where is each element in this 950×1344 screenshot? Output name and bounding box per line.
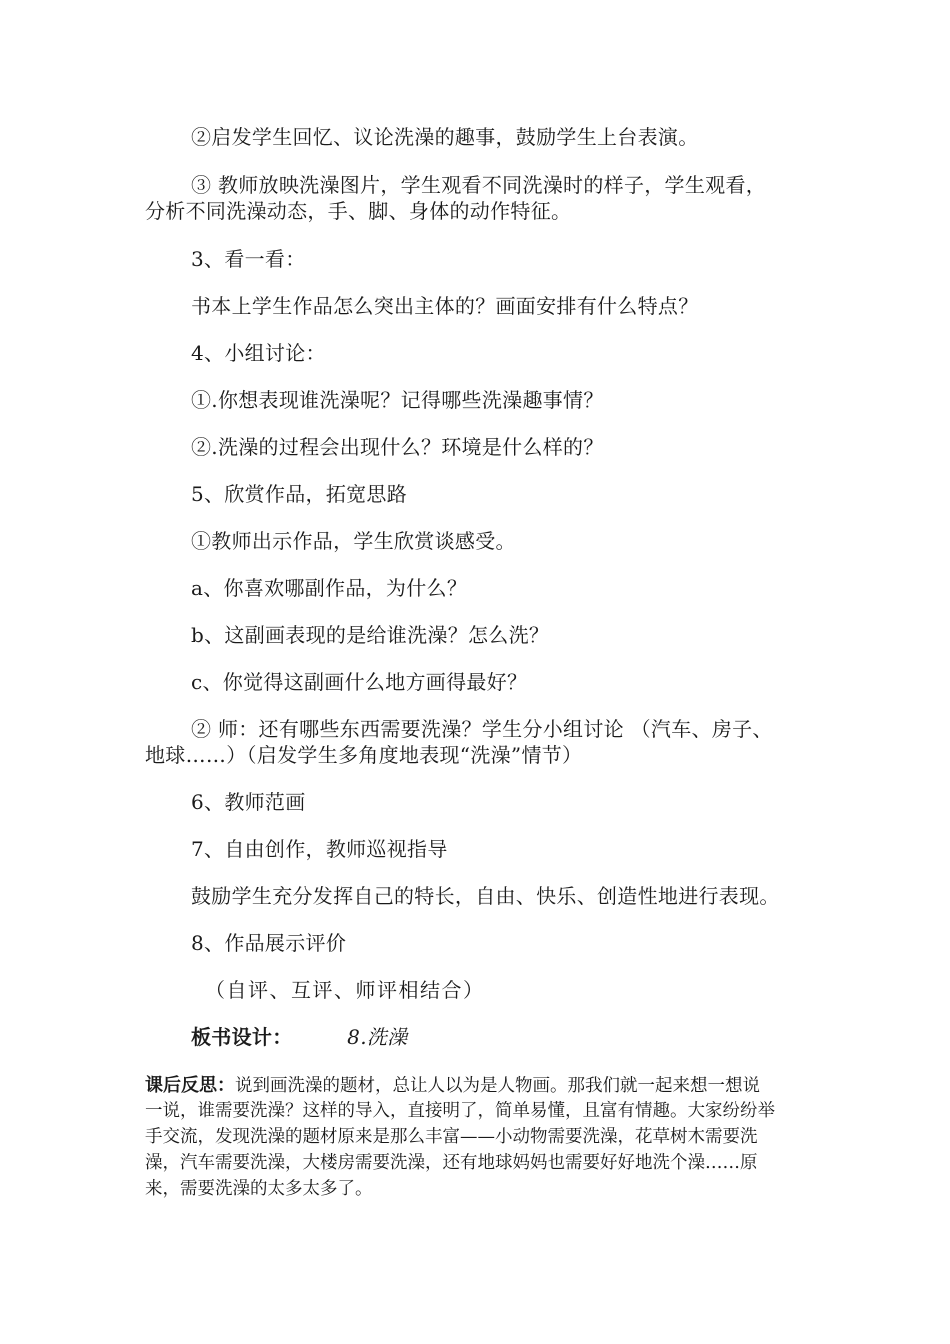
board-design-title: 8.洗澡 bbox=[347, 1025, 408, 1049]
paragraph-teacher-question-line1: ② 师：还有哪些东西需要洗澡？学生分小组讨论 （汽车、房子、 bbox=[191, 717, 773, 741]
heading-teacher-demo: 6、教师范画 bbox=[191, 790, 306, 814]
paragraph-encourage-students: 鼓励学生充分发挥自己的特长，自由、快乐、创造性地进行表现。 bbox=[191, 884, 780, 908]
paragraph-item-b: b、这副画表现的是给谁洗澡？怎么洗？ bbox=[191, 623, 550, 647]
reflection-label: 课后反思： bbox=[145, 1075, 235, 1096]
paragraph-teacher-shows-works: ①教师出示作品，学生欣赏谈感受。 bbox=[191, 529, 516, 553]
reflection-line4: 澡，汽车需要洗澡，大楼房需要洗澡，还有地球妈妈也需要好好地洗个澡……原 bbox=[145, 1153, 758, 1173]
paragraph-book-question: 书本上学生作品怎么突出主体的？画面安排有什么特点？ bbox=[191, 294, 699, 318]
reflection-line3: 手交流，发现洗澡的题材原来是那么丰富——小动物需要洗澡，花草树木需要洗 bbox=[145, 1127, 758, 1147]
board-design-row bbox=[145, 1024, 861, 1051]
reflection-text-1: 说到画洗澡的题材，总让人以为是人物画。那我们就一起来想一想说 bbox=[235, 1076, 760, 1096]
paragraph-evaluation-types: （自评、互评、师评相结合） bbox=[205, 978, 485, 1002]
paragraph-teacher-question-line2: 地球……）（启发学生多角度地表现“洗澡”情节） bbox=[145, 743, 583, 767]
paragraph-recall-discuss: ②启发学生回忆、议论洗澡的趣事，鼓励学生上台表演。 bbox=[191, 125, 699, 149]
reflection-line2: 一说，谁需要洗澡？这样的导入，直接明了，简单易懂，且富有情趣。大家纷纷举 bbox=[145, 1101, 775, 1121]
paragraph-show-pictures-line2: 分析不同洗澡动态，手、脚、身体的动作特征。 bbox=[145, 199, 572, 223]
paragraph-question-1: ①.你想表现谁洗澡呢？记得哪些洗澡趣事情？ bbox=[191, 388, 604, 412]
paragraph-question-2: ②.洗澡的过程会出现什么？环境是什么样的？ bbox=[191, 435, 604, 459]
board-design-label: 板书设计： bbox=[191, 1025, 293, 1049]
heading-exhibition-evaluation: 8、作品展示评价 bbox=[191, 931, 347, 955]
paragraph-item-c: c、你觉得这副画什么地方画得最好？ bbox=[191, 670, 528, 694]
paragraph-item-a: a、你喜欢哪副作品，为什么？ bbox=[191, 576, 468, 600]
heading-free-creation: 7、自由创作，教师巡视指导 bbox=[191, 837, 448, 861]
heading-look: 3、看一看： bbox=[191, 247, 306, 271]
heading-group-discussion: 4、小组讨论： bbox=[191, 341, 326, 365]
heading-appreciate-works: 5、欣赏作品，拓宽思路 bbox=[191, 482, 408, 506]
reflection-line5: 来，需要洗澡的太多太多了。 bbox=[145, 1179, 373, 1199]
reflection-line1 bbox=[145, 1073, 815, 1099]
paragraph-show-pictures-line1: ③ 教师放映洗澡图片，学生观看不同洗澡时的样子，学生观看， bbox=[191, 173, 767, 197]
